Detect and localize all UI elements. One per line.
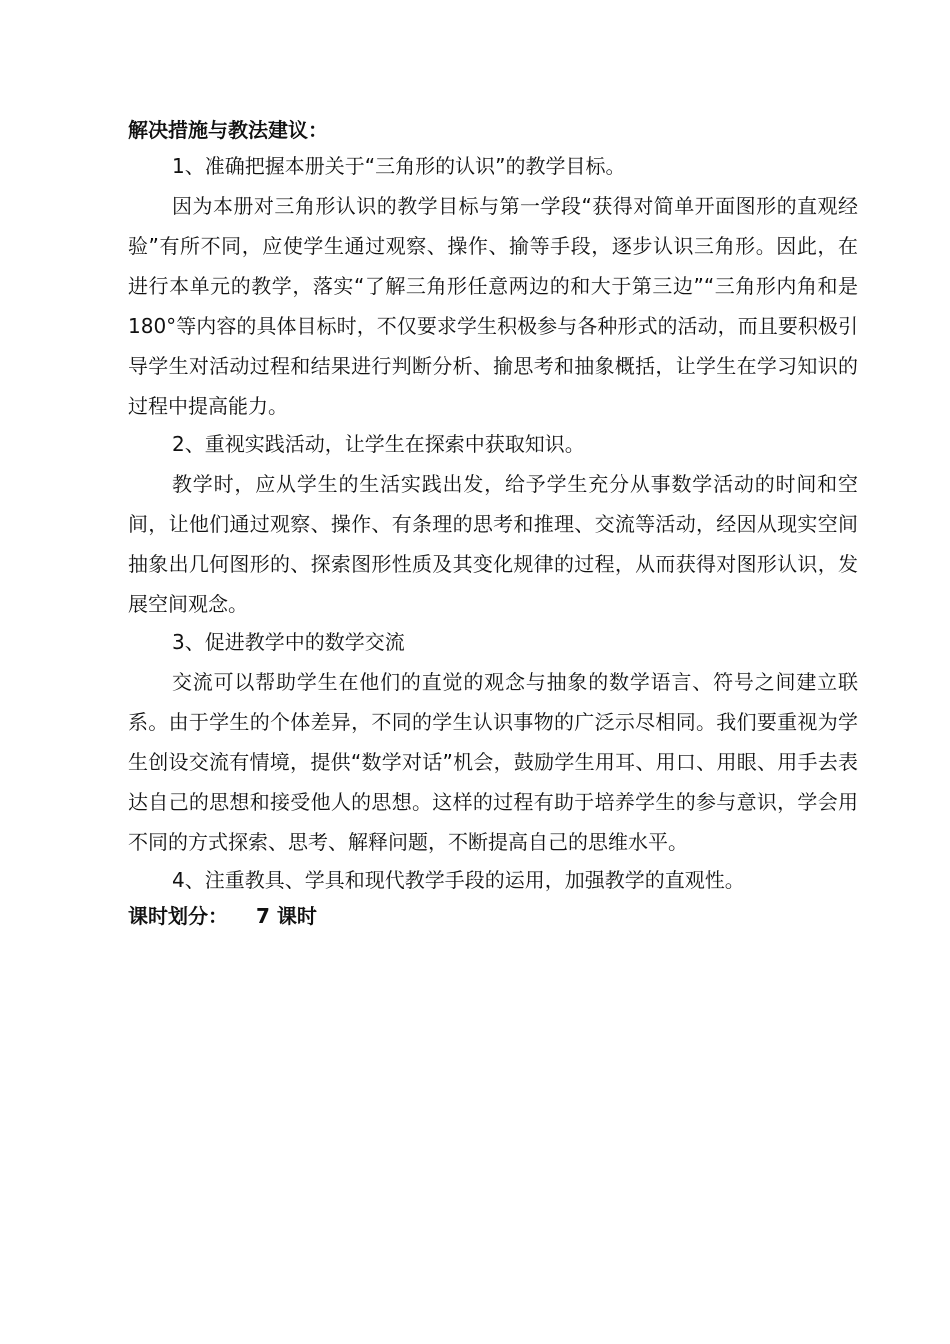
item-title-3: 3、促进教学中的数学交流 xyxy=(172,630,405,654)
item-paragraph-1: 因为本册对三角形认识的教学目标与第一学段“获得对简单开面图形的直观经验”有所不同，应使学生通过观察、操作、揄等手段，逐步认识三角形。因此，在进行本单元的教学，落实“了解三角形任意两边的和大于第三边”“三角形内角和是180°等内容的具体目标时，不仅要求学生积极参与各种形式的活动，而且要积极引导学生对活动过程和结果进行判断分析、揄思考和抽象概括，让学生在学习知识的过程中提高能力。 xyxy=(128,194,858,418)
item-title-2: 2、重视实践活动，让学生在探索中获取知识。 xyxy=(172,432,585,456)
document-content xyxy=(128,112,858,934)
item-paragraph-2: 教学时，应从学生的生活实践出发，给予学生充分从事数学活动的时间和空间，让他们通过观察、操作、有条理的思考和推理、交流等活动，经因从现实空间抽象出几何图形的、探索图形性质及其变化规律的过程，从而获得对图形认识，发展空间观念。 xyxy=(128,472,858,616)
item-title-4: 4、注重教具、学具和现代教学手段的运用，加强教学的直观性。 xyxy=(172,868,745,892)
section-heading: 解决措施与教法建议： xyxy=(128,118,328,142)
class-hours-label: 课时划分： xyxy=(128,904,228,928)
item-paragraph-3: 交流可以帮助学生在他们的直觉的观念与抽象的数学语言、符号之间建立联系。由于学生的个体差异，不同的学生认识事物的广泛示尽相同。我们要重视为学生创设交流有情境，提供“数学对话”机会，鼓励学生用耳、用口、用眼、用手去表达自己的思想和接受他人的思想。这样的过程有助于培养学生的参与意识，学会用不同的方式探索、思考、解释问题，不断提高自己的思维水平。 xyxy=(128,670,858,854)
class-hours-value: 7 课时 xyxy=(256,904,317,928)
class-hours-line xyxy=(128,898,858,934)
item-title-1: 1、准确把握本册关于“三角形的认识”的教学目标。 xyxy=(172,154,626,178)
